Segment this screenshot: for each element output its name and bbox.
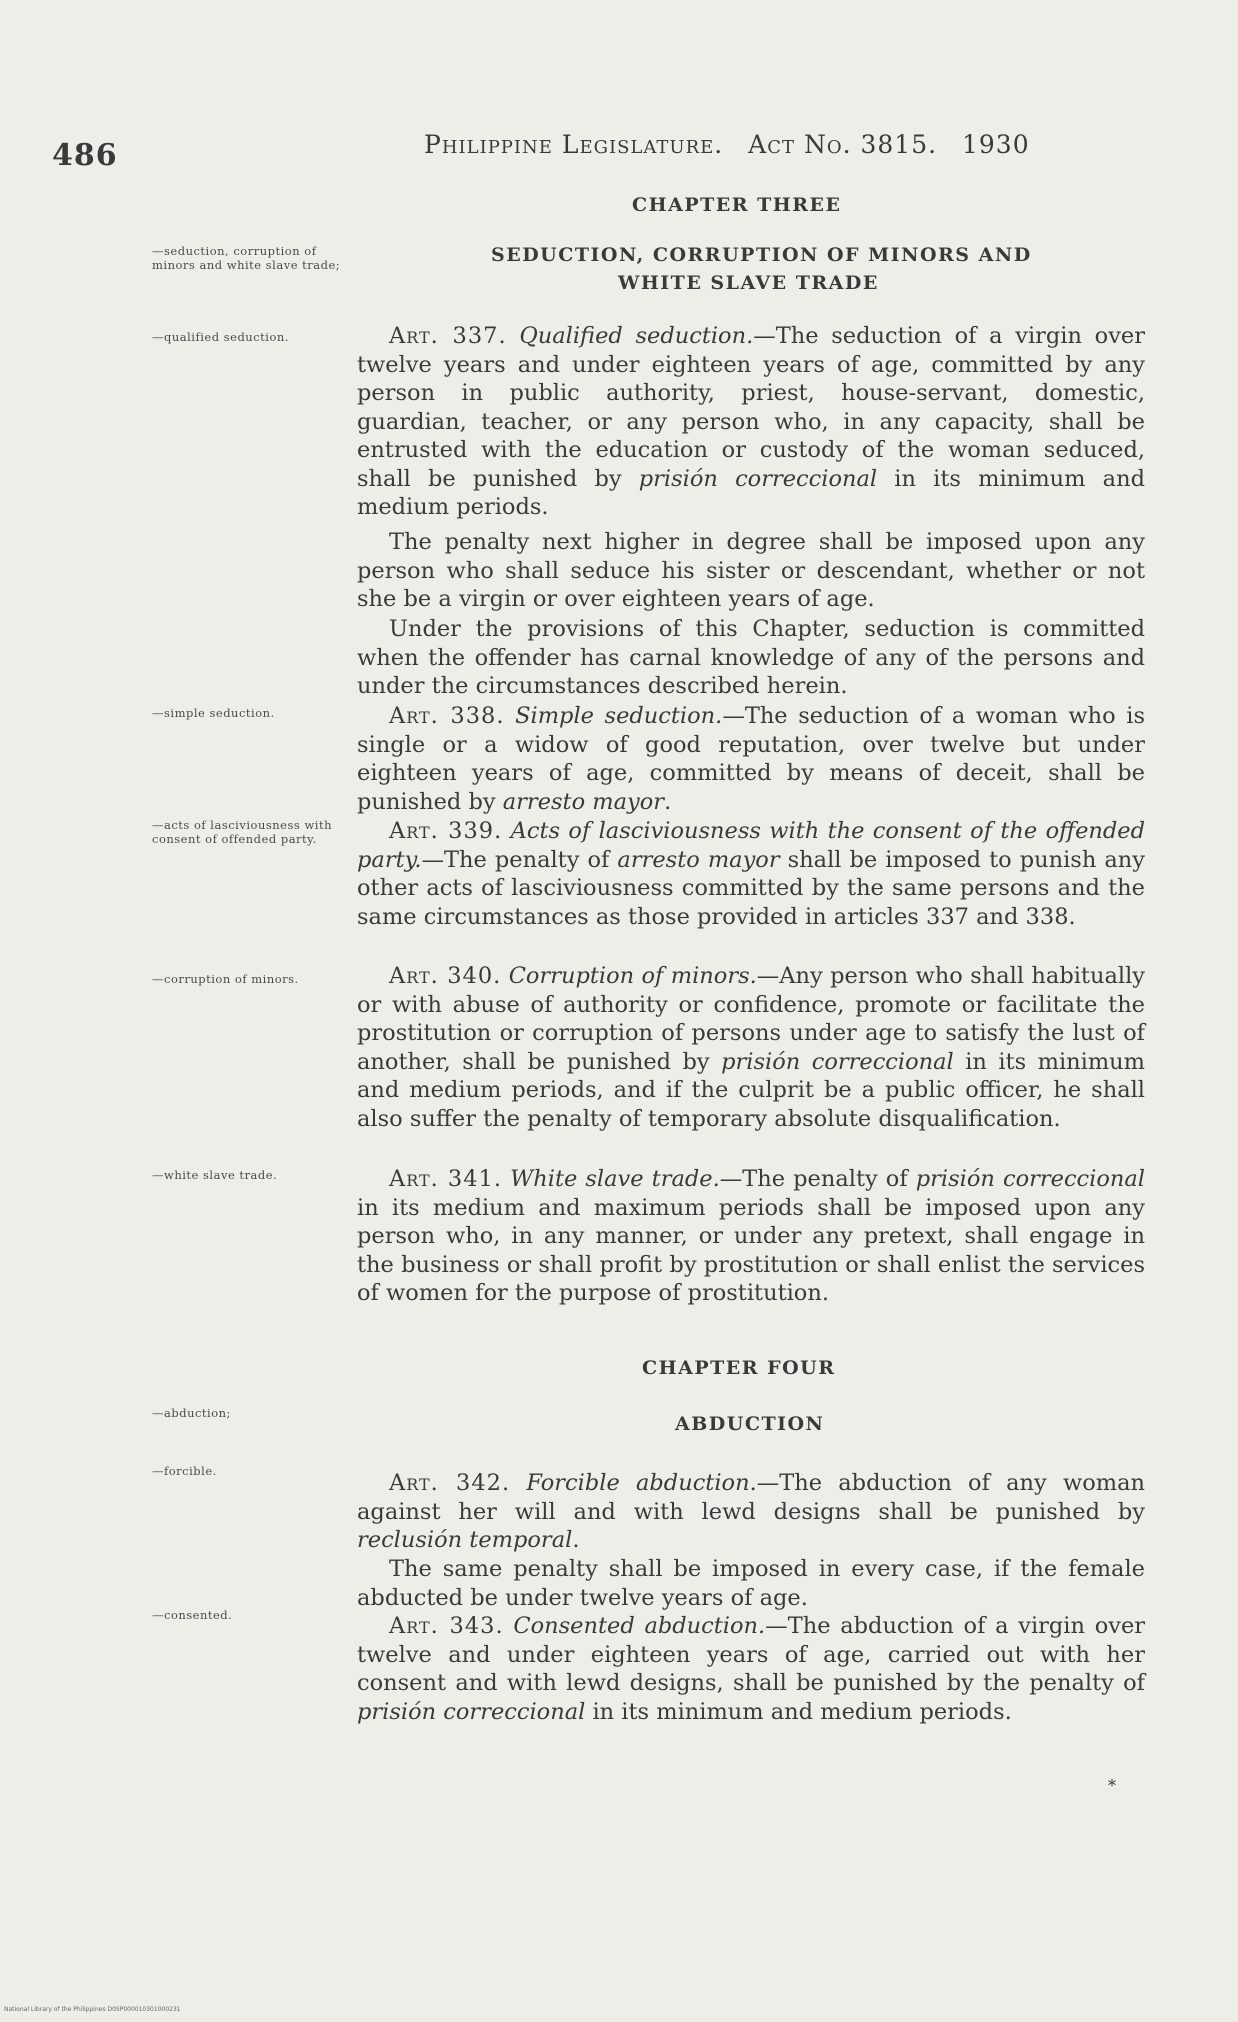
article-340-paragraph bbox=[357, 962, 1145, 1133]
article-337-paragraph-2: The penalty next higher in degree shall be imposed upon any person who shall seduce his sister or descendant, whether or not she be a virgin or over eighteen years of age. bbox=[357, 529, 1145, 612]
header-legislature: Philippine Legislature. bbox=[424, 130, 724, 159]
article-337-text-a: —The seduction of a virgin over twelve years and under eighteen years of age, committed by any person in public authority, priest, house-servant, domestic, guardian, teacher, or any person who, in any capacity, shall be entrusted with the education or custody of the woman seduced, shall be punished by bbox=[357, 323, 1146, 492]
article-338-title: Simple seduction. bbox=[515, 703, 723, 729]
article-337-title: Qualified seduction. bbox=[519, 323, 754, 349]
article-343-text-a: —The abduction of a virgin over twelve and under eighteen years of age, carried out with her consent and with lewd designs, shall be punished by the penalty of bbox=[357, 1613, 1146, 1696]
article-340-penalty: prisión correccional bbox=[721, 1048, 954, 1075]
marginal-note-seduction: —seduction, corruption of minors and white slave trade; bbox=[152, 244, 341, 272]
article-340-text-b: in its minimum and medium periods, and if the culprit be a public officer, he shall also suffer the penalty of temporary absolute disqualification. bbox=[357, 1048, 1145, 1132]
article-337-number: Art. 337. bbox=[389, 323, 507, 349]
chapter-three-heading: CHAPTER THREE bbox=[632, 194, 842, 216]
article-341-text-b: in its medium and maximum periods shall be imposed upon any person who, in any manner, or under any pretext, shall engage in the business or shall profit by prostitution or shall enlist the services of women for the purpose of prostitution. bbox=[357, 1194, 1145, 1306]
article-342-paragraph-2: The same penalty shall be imposed in every case, if the female abducted be under twelve years of age. bbox=[357, 1556, 1145, 1611]
article-343-title: Consented abduction. bbox=[513, 1613, 766, 1639]
chapter-four-title: ABDUCTION bbox=[675, 1413, 825, 1435]
article-342-paragraph bbox=[357, 1469, 1145, 1555]
article-337-paragraph-3: Under the provisions of this Chapter, seduction is committed when the offender has carnal knowledge of any of the persons and under the circumstances described herein. bbox=[357, 616, 1145, 699]
article-339-title: Acts of lasciviousness with the consent of the offended party. bbox=[357, 818, 1145, 873]
article-340-title: Corruption of minors. bbox=[508, 963, 757, 989]
marginal-note-simple-seduction: —simple seduction. bbox=[152, 706, 275, 720]
article-342-penalty: reclusión temporal bbox=[357, 1527, 573, 1553]
marginal-note-qualified-seduction: —qualified seduction. bbox=[152, 330, 289, 344]
marginal-note-white-slave-trade: —white slave trade. bbox=[152, 1168, 278, 1182]
article-338-penalty: arresto mayor bbox=[502, 788, 665, 815]
stray-mark: * bbox=[1108, 1776, 1116, 1795]
running-header bbox=[424, 130, 1046, 159]
chapter-four-heading: CHAPTER FOUR bbox=[642, 1357, 836, 1379]
page-number: 486 bbox=[52, 138, 118, 173]
marginal-note-corruption-of-minors: —corruption of minors. bbox=[152, 972, 299, 986]
article-337-text-b: in its minimum and medium periods. bbox=[357, 465, 1145, 520]
article-338-paragraph bbox=[357, 702, 1145, 816]
marginal-note-abduction: —abduction; bbox=[152, 1406, 231, 1420]
chapter-three-title-line2: WHITE SLAVE TRADE bbox=[618, 272, 879, 294]
article-343-penalty: prisión correccional bbox=[357, 1698, 586, 1725]
article-342-title: Forcible abduction. bbox=[526, 1470, 757, 1496]
marginal-note-acts-of-lasciviousness: —acts of lasciviousness with consent of offended party. bbox=[152, 818, 332, 846]
article-341-penalty: prisión correccional bbox=[915, 1166, 1146, 1192]
article-339-number: Art. 339. bbox=[389, 818, 503, 844]
article-341-paragraph bbox=[357, 1165, 1145, 1308]
article-337-penalty: prisión correccional bbox=[638, 465, 878, 492]
header-act: Act No. 3815. bbox=[748, 130, 938, 159]
article-338-text-a: —The seduction of a woman who is single or a widow of good reputation, over twelve but under eighteen years of age, committed by means of deceit, shall be punished by bbox=[357, 703, 1146, 815]
article-342-text-b: . bbox=[572, 1527, 580, 1553]
article-341-text-a: —The penalty of bbox=[719, 1166, 916, 1192]
header-year: 1930 bbox=[962, 130, 1030, 159]
article-339-text-b: shall be imposed to punish any other acts of lasciviousness committed by the same persons and the same circumstances as those provided in articles 337 and 338. bbox=[357, 846, 1146, 930]
scan-footer: National Library of the Philippines D0SP000010301000231 bbox=[4, 2006, 181, 2013]
article-341-number: Art. 341. bbox=[389, 1166, 503, 1192]
article-340-number: Art. 340. bbox=[389, 963, 502, 989]
marginal-note-forcible: —forcible. bbox=[152, 1464, 217, 1478]
article-343-paragraph bbox=[357, 1612, 1145, 1726]
article-339-paragraph bbox=[357, 817, 1145, 931]
article-340-text-a: —Any person who shall habitually or with abuse of authority or confidence, promote or facilitate the prostitution or corruption of persons under age to satisfy the lust of another, shall be punished by bbox=[357, 963, 1145, 1075]
article-343-text-b: in its minimum and medium periods. bbox=[585, 1698, 1012, 1725]
article-342-text-a: —The abduction of any woman against her will and with lewd designs shall be punished by bbox=[357, 1470, 1146, 1525]
article-339-text-a: —The penalty of bbox=[421, 846, 618, 873]
article-343-number: Art. 343. bbox=[389, 1613, 504, 1639]
article-338-number: Art. 338. bbox=[389, 703, 505, 729]
article-338-text-b: . bbox=[664, 788, 672, 815]
article-337-paragraph bbox=[357, 322, 1145, 522]
article-339-penalty: arresto mayor bbox=[617, 846, 780, 873]
article-342-number: Art. 342. bbox=[389, 1470, 511, 1496]
article-341-title: White slave trade. bbox=[510, 1166, 720, 1192]
chapter-three-title-line1: SEDUCTION, CORRUPTION OF MINORS AND bbox=[491, 244, 1032, 266]
marginal-note-consented: —consented. bbox=[152, 1608, 233, 1622]
